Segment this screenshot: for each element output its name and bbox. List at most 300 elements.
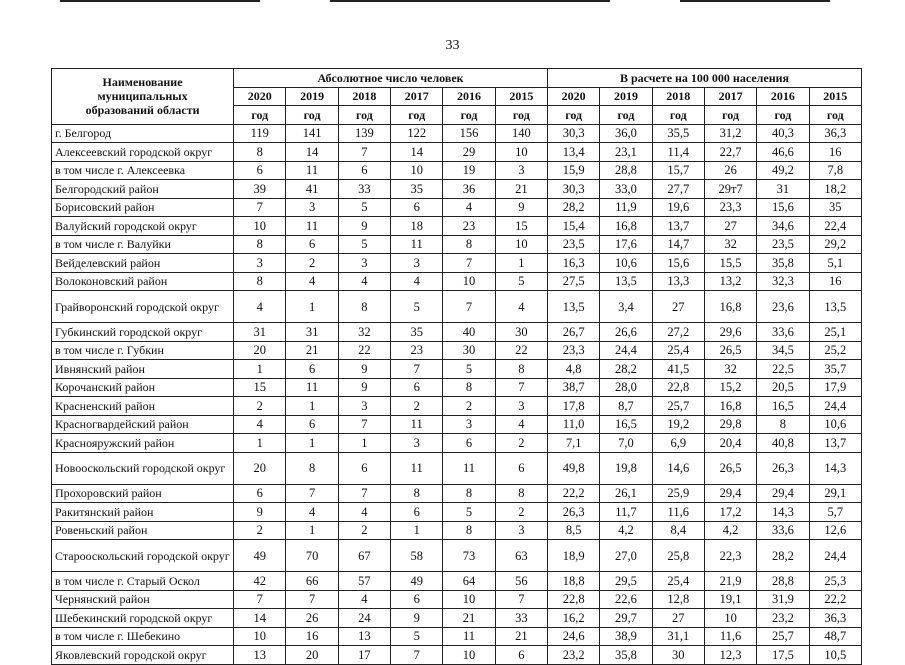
rate-per-100k-cell: 7,8 — [809, 161, 861, 180]
absolute-count-cell: 66 — [286, 572, 338, 591]
rate-per-100k-cell: 27 — [704, 217, 756, 236]
absolute-count-cell: 33 — [338, 180, 390, 199]
absolute-count-cell: 7 — [391, 360, 443, 379]
municipality-name: в том числе г. Валуйки — [52, 235, 234, 254]
absolute-count-cell: 8 — [495, 360, 547, 379]
rate-per-100k-cell: 17,2 — [704, 503, 756, 522]
rate-per-100k-cell: 13,4 — [547, 143, 599, 162]
municipality-name: Ровеньский район — [52, 521, 234, 540]
absolute-count-cell: 6 — [495, 646, 547, 665]
absolute-count-cell: 58 — [391, 540, 443, 572]
absolute-count-cell: 6 — [234, 161, 286, 180]
rate-per-100k-cell: 19,6 — [652, 198, 704, 217]
municipality-name: Старооскольский городской округ — [52, 540, 234, 572]
absolute-count-cell: 3 — [338, 254, 390, 273]
absolute-count-cell: 64 — [443, 572, 495, 591]
rate-per-100k-cell: 25,4 — [652, 341, 704, 360]
municipality-name: Новооскольский городской округ — [52, 452, 234, 484]
year-suffix-rate: год — [757, 106, 809, 125]
rate-per-100k-cell: 26,5 — [704, 341, 756, 360]
rate-per-100k-cell: 24,4 — [600, 341, 652, 360]
absolute-count-cell: 14 — [234, 609, 286, 628]
year-header-abs-2017: 2017 — [391, 87, 443, 106]
rate-per-100k-cell: 33,0 — [600, 180, 652, 199]
rate-per-100k-cell: 12,8 — [652, 590, 704, 609]
absolute-count-cell: 3 — [443, 415, 495, 434]
table-row — [52, 397, 862, 416]
rate-per-100k-cell: 16,2 — [547, 609, 599, 628]
absolute-count-cell: 7 — [338, 415, 390, 434]
absolute-count-cell: 35 — [391, 180, 443, 199]
absolute-count-cell: 3 — [391, 434, 443, 453]
absolute-count-cell: 119 — [234, 124, 286, 143]
absolute-count-cell: 141 — [286, 124, 338, 143]
rate-per-100k-cell: 40,3 — [757, 124, 809, 143]
absolute-count-cell: 7 — [443, 291, 495, 323]
rate-per-100k-cell: 29,6 — [704, 323, 756, 342]
absolute-count-cell: 3 — [495, 397, 547, 416]
municipality-name: в том числе г. Губкин — [52, 341, 234, 360]
rate-per-100k-cell: 25,1 — [809, 323, 861, 342]
municipality-name: Ракитянский район — [52, 503, 234, 522]
absolute-count-cell: 20 — [234, 452, 286, 484]
rate-per-100k-cell: 15,6 — [652, 254, 704, 273]
absolute-count-cell: 73 — [443, 540, 495, 572]
absolute-count-cell: 11 — [391, 452, 443, 484]
rate-per-100k-cell: 8,7 — [600, 397, 652, 416]
absolute-count-cell: 8 — [234, 272, 286, 291]
rate-per-100k-cell: 16,5 — [757, 397, 809, 416]
rate-per-100k-cell: 38,9 — [600, 627, 652, 646]
municipality-name: Красненский район — [52, 397, 234, 416]
absolute-count-cell: 4 — [286, 503, 338, 522]
absolute-count-cell: 5 — [495, 272, 547, 291]
absolute-count-cell: 22 — [495, 341, 547, 360]
rate-per-100k-cell: 15,7 — [652, 161, 704, 180]
year-header-abs-2016: 2016 — [443, 87, 495, 106]
absolute-count-cell: 56 — [495, 572, 547, 591]
rate-per-100k-cell: 49,2 — [757, 161, 809, 180]
scan-edge-line-right — [680, 0, 830, 2]
absolute-count-cell: 29 — [443, 143, 495, 162]
absolute-count-cell: 9 — [391, 609, 443, 628]
rate-per-100k-cell: 36,3 — [809, 124, 861, 143]
rate-per-100k-cell: 22,5 — [757, 360, 809, 379]
rate-per-100k-cell: 38,7 — [547, 378, 599, 397]
rate-per-100k-cell: 31,9 — [757, 590, 809, 609]
name-column-header — [52, 69, 234, 125]
absolute-count-cell: 6 — [338, 161, 390, 180]
rate-per-100k-cell: 19,1 — [704, 590, 756, 609]
absolute-count-cell: 5 — [443, 503, 495, 522]
absolute-count-cell: 3 — [391, 254, 443, 273]
rate-per-100k-cell: 8,4 — [652, 521, 704, 540]
rate-per-100k-cell: 11,6 — [652, 503, 704, 522]
absolute-count-cell: 9 — [338, 217, 390, 236]
absolute-count-cell: 20 — [234, 341, 286, 360]
scan-edge-line-center — [330, 0, 610, 2]
rate-per-100k-cell: 33,6 — [757, 521, 809, 540]
absolute-count-cell: 1 — [338, 434, 390, 453]
rate-per-100k-cell: 15,4 — [547, 217, 599, 236]
rate-per-100k-cell: 30,3 — [547, 124, 599, 143]
absolute-count-cell: 6 — [391, 590, 443, 609]
absolute-count-cell: 33 — [495, 609, 547, 628]
absolute-count-cell: 1 — [234, 360, 286, 379]
absolute-count-cell: 11 — [286, 217, 338, 236]
table-row — [52, 180, 862, 199]
absolute-count-cell: 63 — [495, 540, 547, 572]
table-row — [52, 609, 862, 628]
rate-per-100k-cell: 26,6 — [600, 323, 652, 342]
rate-per-100k-cell: 13,5 — [547, 291, 599, 323]
rate-per-100k-cell: 22,2 — [547, 484, 599, 503]
rate-per-100k-cell: 16 — [809, 143, 861, 162]
year-suffix-abs: год — [391, 106, 443, 125]
rate-per-100k-cell: 22,2 — [809, 590, 861, 609]
absolute-count-cell: 11 — [391, 415, 443, 434]
rate-per-100k-cell: 23,5 — [757, 235, 809, 254]
absolute-count-cell: 2 — [286, 254, 338, 273]
absolute-count-cell: 15 — [234, 378, 286, 397]
absolute-count-cell: 3 — [286, 198, 338, 217]
rate-per-100k-cell: 49,8 — [547, 452, 599, 484]
rate-per-100k-cell: 27,2 — [652, 323, 704, 342]
rate-per-100k-cell: 8,5 — [547, 521, 599, 540]
absolute-count-cell: 4 — [338, 272, 390, 291]
absolute-count-cell: 2 — [495, 503, 547, 522]
absolute-count-cell: 8 — [443, 484, 495, 503]
rate-per-100k-cell: 32 — [704, 360, 756, 379]
municipality-name: Валуйский городской округ — [52, 217, 234, 236]
table-row — [52, 124, 862, 143]
absolute-count-cell: 6 — [391, 378, 443, 397]
absolute-count-cell: 8 — [234, 235, 286, 254]
rate-per-100k-cell: 22,4 — [809, 217, 861, 236]
absolute-count-cell: 7 — [391, 646, 443, 665]
year-header-rate-2015: 2015 — [809, 87, 861, 106]
rate-per-100k-cell: 23,2 — [547, 646, 599, 665]
absolute-count-cell: 5 — [338, 198, 390, 217]
rate-per-100k-cell: 29,2 — [809, 235, 861, 254]
rate-per-100k-cell: 22,7 — [704, 143, 756, 162]
absolute-count-cell: 19 — [443, 161, 495, 180]
table-row — [52, 572, 862, 591]
absolute-count-cell: 13 — [338, 627, 390, 646]
page-number: 33 — [445, 38, 460, 53]
municipality-name: Губкинский городской округ — [52, 323, 234, 342]
rate-per-100k-cell: 25,4 — [652, 572, 704, 591]
rate-per-100k-cell: 25,3 — [809, 572, 861, 591]
rate-per-100k-cell: 33,6 — [757, 323, 809, 342]
rate-per-100k-cell: 27 — [652, 609, 704, 628]
municipality-name: Яковлевский городской округ — [52, 646, 234, 665]
rate-per-100k-cell: 26 — [704, 161, 756, 180]
absolute-count-cell: 9 — [338, 378, 390, 397]
year-header-abs-2019: 2019 — [286, 87, 338, 106]
absolute-count-cell: 4 — [234, 291, 286, 323]
absolute-count-cell: 10 — [234, 627, 286, 646]
absolute-count-cell: 8 — [443, 235, 495, 254]
municipality-name: Шебекинский городской округ — [52, 609, 234, 628]
absolute-count-cell: 21 — [286, 341, 338, 360]
year-header-rate-2018: 2018 — [652, 87, 704, 106]
rate-per-100k-cell: 26,5 — [704, 452, 756, 484]
absolute-count-cell: 1 — [234, 434, 286, 453]
absolute-count-cell: 156 — [443, 124, 495, 143]
table-row — [52, 540, 862, 572]
year-header-abs-2018: 2018 — [338, 87, 390, 106]
rate-per-100k-cell: 25,7 — [652, 397, 704, 416]
rate-per-100k-cell: 23,1 — [600, 143, 652, 162]
rate-per-100k-cell: 28,8 — [600, 161, 652, 180]
absolute-count-cell: 36 — [443, 180, 495, 199]
absolute-count-cell: 42 — [234, 572, 286, 591]
rate-per-100k-cell: 16,8 — [704, 397, 756, 416]
absolute-count-cell: 23 — [443, 217, 495, 236]
absolute-count-cell: 4 — [234, 415, 286, 434]
absolute-count-cell: 7 — [495, 590, 547, 609]
absolute-count-cell: 57 — [338, 572, 390, 591]
absolute-count-cell: 13 — [234, 646, 286, 665]
rate-per-100k-cell: 29,4 — [757, 484, 809, 503]
rate-per-100k-cell: 25,9 — [652, 484, 704, 503]
absolute-count-cell: 30 — [495, 323, 547, 342]
table-row — [52, 434, 862, 453]
table-row — [52, 254, 862, 273]
absolute-count-cell: 10 — [495, 235, 547, 254]
rate-per-100k-cell: 15,6 — [757, 198, 809, 217]
rate-per-100k-cell: 16,8 — [704, 291, 756, 323]
table-row — [52, 627, 862, 646]
absolute-count-cell: 1 — [286, 521, 338, 540]
absolute-count-cell: 6 — [286, 415, 338, 434]
rate-per-100k-cell: 28,0 — [600, 378, 652, 397]
municipality-name: Краснояружский район — [52, 434, 234, 453]
rate-per-100k-cell: 22,8 — [652, 378, 704, 397]
rate-per-100k-cell: 35,8 — [757, 254, 809, 273]
absolute-count-cell: 4 — [286, 272, 338, 291]
absolute-count-cell: 1 — [286, 291, 338, 323]
absolute-count-cell: 2 — [338, 521, 390, 540]
rate-per-100k-cell: 26,1 — [600, 484, 652, 503]
name-header-line: образований области — [85, 103, 200, 118]
year-header-rate-2016: 2016 — [757, 87, 809, 106]
rate-per-100k-cell: 28,2 — [600, 360, 652, 379]
municipality-name: Ивнянский район — [52, 360, 234, 379]
absolute-count-cell: 6 — [286, 360, 338, 379]
absolute-count-cell: 3 — [495, 161, 547, 180]
municipality-name: Грайворонский городской округ — [52, 291, 234, 323]
rate-per-100k-cell: 23,3 — [547, 341, 599, 360]
rate-per-100k-cell: 4,2 — [704, 521, 756, 540]
rate-per-100k-cell: 28,2 — [757, 540, 809, 572]
absolute-count-cell: 5 — [443, 360, 495, 379]
year-suffix-abs: год — [234, 106, 286, 125]
absolute-count-cell: 8 — [338, 291, 390, 323]
absolute-count-cell: 21 — [495, 180, 547, 199]
rate-per-100k-cell: 31 — [757, 180, 809, 199]
absolute-count-cell: 8 — [286, 452, 338, 484]
absolute-count-cell: 49 — [234, 540, 286, 572]
table-row — [52, 161, 862, 180]
absolute-count-cell: 3 — [495, 521, 547, 540]
rate-per-100k-cell: 17,9 — [809, 378, 861, 397]
rate-per-100k-cell: 20,4 — [704, 434, 756, 453]
absolute-count-cell: 16 — [286, 627, 338, 646]
rate-per-100k-cell: 24,6 — [547, 627, 599, 646]
rate-per-100k-cell: 18,2 — [809, 180, 861, 199]
year-header-abs-2015: 2015 — [495, 87, 547, 106]
rate-per-100k-cell: 35,7 — [809, 360, 861, 379]
municipality-name: в том числе г. Старый Оскол — [52, 572, 234, 591]
rate-group-header: В расчете на 100 000 населения — [547, 69, 861, 88]
rate-per-100k-cell: 4,2 — [600, 521, 652, 540]
rate-per-100k-cell: 21,9 — [704, 572, 756, 591]
year-header-rate-2017: 2017 — [704, 87, 756, 106]
table-row — [52, 217, 862, 236]
table-row — [52, 143, 862, 162]
absolute-count-cell: 4 — [338, 503, 390, 522]
rate-per-100k-cell: 34,5 — [757, 341, 809, 360]
absolute-count-cell: 8 — [234, 143, 286, 162]
absolute-count-cell: 9 — [234, 503, 286, 522]
rate-per-100k-cell: 27 — [652, 291, 704, 323]
absolute-count-cell: 32 — [338, 323, 390, 342]
absolute-count-cell: 1 — [286, 397, 338, 416]
rate-per-100k-cell: 46,6 — [757, 143, 809, 162]
absolute-count-cell: 7 — [443, 254, 495, 273]
rate-per-100k-cell: 48,7 — [809, 627, 861, 646]
rate-per-100k-cell: 26,3 — [757, 452, 809, 484]
table-row — [52, 341, 862, 360]
rate-per-100k-cell: 35,5 — [652, 124, 704, 143]
rate-per-100k-cell: 27,5 — [547, 272, 599, 291]
rate-per-100k-cell: 29т7 — [704, 180, 756, 199]
rate-per-100k-cell: 15,5 — [704, 254, 756, 273]
rate-per-100k-cell: 27,0 — [600, 540, 652, 572]
absolute-count-cell: 41 — [286, 180, 338, 199]
table-row — [52, 646, 862, 665]
municipality-name: Прохоровский район — [52, 484, 234, 503]
rate-per-100k-cell: 14,6 — [652, 452, 704, 484]
rate-per-100k-cell: 40,8 — [757, 434, 809, 453]
table-row — [52, 415, 862, 434]
municipality-name: в том числе г. Шебекино — [52, 627, 234, 646]
absolute-count-cell: 122 — [391, 124, 443, 143]
table-body — [52, 124, 862, 664]
absolute-count-cell: 67 — [338, 540, 390, 572]
absolute-group-header: Абсолютное число человек — [234, 69, 548, 88]
rate-per-100k-cell: 19,2 — [652, 415, 704, 434]
absolute-count-cell: 49 — [391, 572, 443, 591]
rate-per-100k-cell: 12,3 — [704, 646, 756, 665]
table-row — [52, 452, 862, 484]
absolute-count-cell: 18 — [391, 217, 443, 236]
municipality-name: Алексеевский городской округ — [52, 143, 234, 162]
rate-per-100k-cell: 25,7 — [757, 627, 809, 646]
absolute-count-cell: 2 — [495, 434, 547, 453]
absolute-count-cell: 31 — [234, 323, 286, 342]
rate-per-100k-cell: 28,2 — [547, 198, 599, 217]
absolute-count-cell: 9 — [338, 360, 390, 379]
absolute-count-cell: 7 — [495, 378, 547, 397]
rate-per-100k-cell: 22,6 — [600, 590, 652, 609]
rate-per-100k-cell: 31,1 — [652, 627, 704, 646]
absolute-count-cell: 11 — [286, 378, 338, 397]
absolute-count-cell: 9 — [495, 198, 547, 217]
table-row — [52, 360, 862, 379]
rate-per-100k-cell: 17,5 — [757, 646, 809, 665]
absolute-count-cell: 10 — [443, 646, 495, 665]
rate-per-100k-cell: 5,1 — [809, 254, 861, 273]
rate-per-100k-cell: 13,5 — [809, 291, 861, 323]
rate-per-100k-cell: 36,0 — [600, 124, 652, 143]
rate-per-100k-cell: 18,8 — [547, 572, 599, 591]
rate-per-100k-cell: 10,6 — [600, 254, 652, 273]
rate-per-100k-cell: 29,7 — [600, 609, 652, 628]
absolute-count-cell: 8 — [495, 484, 547, 503]
municipality-name: Вейделевский район — [52, 254, 234, 273]
rate-per-100k-cell: 28,8 — [757, 572, 809, 591]
absolute-count-cell: 23 — [391, 341, 443, 360]
table-row — [52, 235, 862, 254]
table-header — [52, 69, 862, 125]
municipality-name: Волоконовский район — [52, 272, 234, 291]
absolute-count-cell: 5 — [338, 235, 390, 254]
year-suffix-abs: год — [338, 106, 390, 125]
rate-per-100k-cell: 26,3 — [547, 503, 599, 522]
absolute-count-cell: 7 — [234, 198, 286, 217]
absolute-count-cell: 6 — [338, 452, 390, 484]
rate-per-100k-cell: 29,5 — [600, 572, 652, 591]
rate-per-100k-cell: 34,6 — [757, 217, 809, 236]
rate-per-100k-cell: 14,7 — [652, 235, 704, 254]
rate-per-100k-cell: 14,3 — [757, 503, 809, 522]
absolute-count-cell: 10 — [495, 143, 547, 162]
rate-per-100k-cell: 16,8 — [600, 217, 652, 236]
rate-per-100k-cell: 16,3 — [547, 254, 599, 273]
name-header-line: Наименование — [102, 75, 183, 90]
rate-per-100k-cell: 11,6 — [704, 627, 756, 646]
rate-per-100k-cell: 29,1 — [809, 484, 861, 503]
absolute-count-cell: 8 — [443, 521, 495, 540]
absolute-count-cell: 14 — [286, 143, 338, 162]
rate-per-100k-cell: 17,6 — [600, 235, 652, 254]
municipality-name: Красногвардейский район — [52, 415, 234, 434]
year-suffix-rate: год — [600, 106, 652, 125]
absolute-count-cell: 6 — [495, 452, 547, 484]
absolute-count-cell: 22 — [338, 341, 390, 360]
absolute-count-cell: 8 — [443, 378, 495, 397]
absolute-count-cell: 14 — [391, 143, 443, 162]
absolute-count-cell: 4 — [391, 272, 443, 291]
rate-per-100k-cell: 13,2 — [704, 272, 756, 291]
rate-per-100k-cell: 20,5 — [757, 378, 809, 397]
absolute-count-cell: 4 — [338, 590, 390, 609]
rate-per-100k-cell: 13,3 — [652, 272, 704, 291]
rate-per-100k-cell: 13,7 — [652, 217, 704, 236]
table-row — [52, 503, 862, 522]
absolute-count-cell: 10 — [234, 217, 286, 236]
absolute-count-cell: 7 — [286, 484, 338, 503]
rate-per-100k-cell: 32,3 — [757, 272, 809, 291]
rate-per-100k-cell: 15,2 — [704, 378, 756, 397]
absolute-count-cell: 8 — [391, 484, 443, 503]
rate-per-100k-cell: 7,1 — [547, 434, 599, 453]
table-row — [52, 198, 862, 217]
year-suffix-abs: год — [495, 106, 547, 125]
